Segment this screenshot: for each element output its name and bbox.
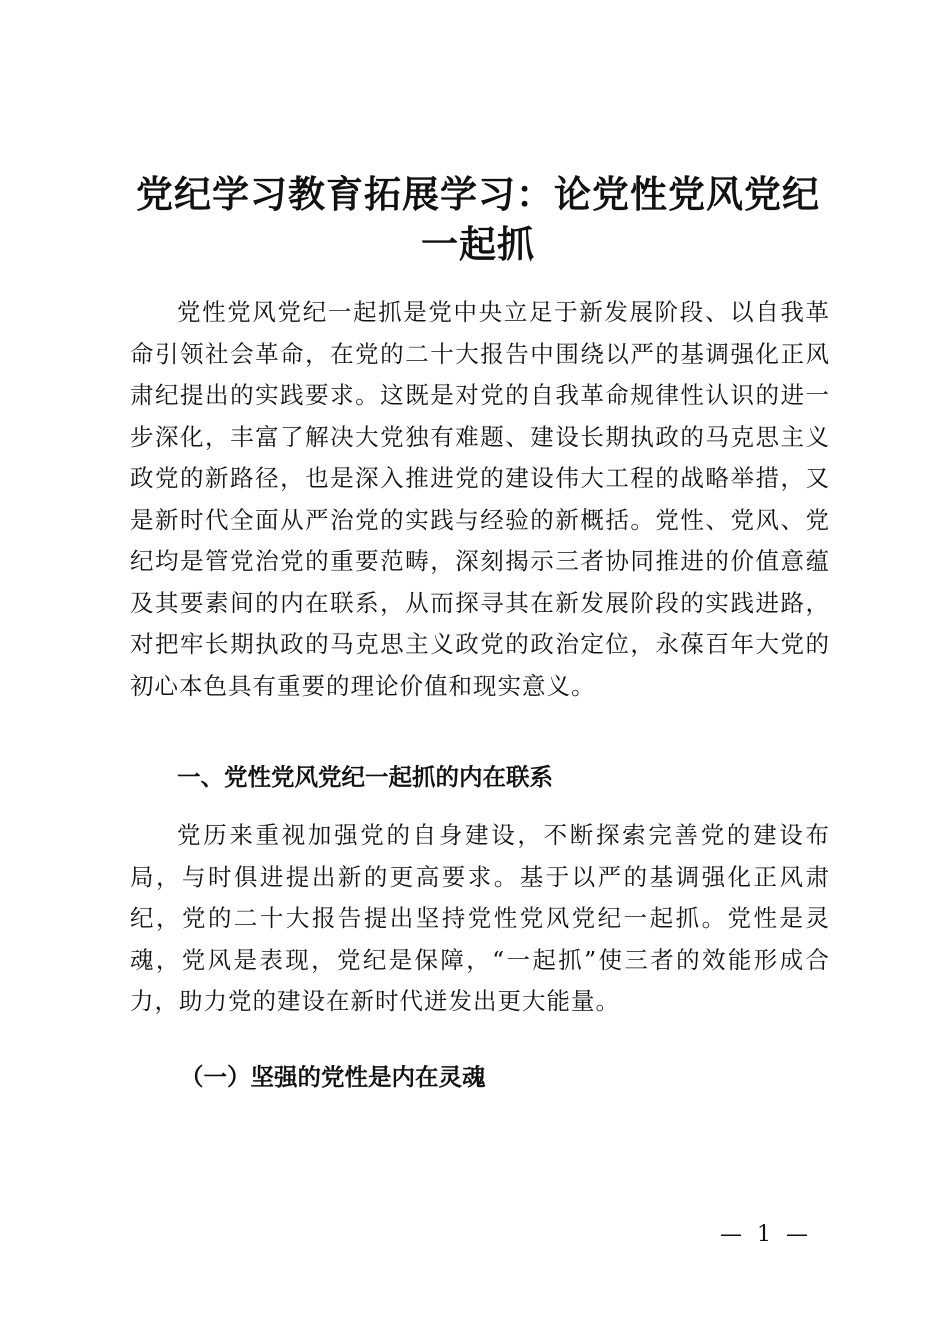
page-number: — 1 — — [720, 1222, 812, 1247]
subsection-heading-1: （一）坚强的党性是内在灵魂 — [180, 1063, 486, 1091]
section-heading-1: 一、党性党风党纪一起抓的内在联系 — [177, 763, 553, 791]
paragraph-section-1: 党历来重视加强党的自身建设，不断探索完善党的建设布局，与时俱进提出新的更高要求。基于以严的基调强化正风肃纪，党的二十大报告提出坚持党性党风党纪一起抓。党性是灵魂，党风是表现，党纪是保障，“一起抓”使三者的效能形成合力，助力党的建设在新时代迸发出更大能量。 — [130, 821, 830, 1015]
paragraph-intro: 党性党风党纪一起抓是党中央立足于新发展阶段、以自我革命引领社会革命，在党的二十大报告中围绕以严的基调强化正风肃纪提出的实践要求。这既是对党的自我革命规律性认识的进一步深化，丰富了解决大党独有难题、建设长期执政的马克思主义政党的新路径，也是深入推进党的建设伟大工程的战略举措，又是新时代全面从严治党的实践与经验的新概括。党性、党风、党纪均是管党治党的重要范畴，深刻揭示三者协同推进的价值意蕴及其要素间的内在联系，从而探寻其在新发展阶段的实践进路，对把牢长期执政的马克思主义政党的政治定位，永葆百年大党的初心本色具有重要的理论价值和现实意义。 — [130, 298, 830, 700]
document-title: 党纪学习教育拓展学习：论党性党风党纪一起抓 — [136, 173, 820, 266]
